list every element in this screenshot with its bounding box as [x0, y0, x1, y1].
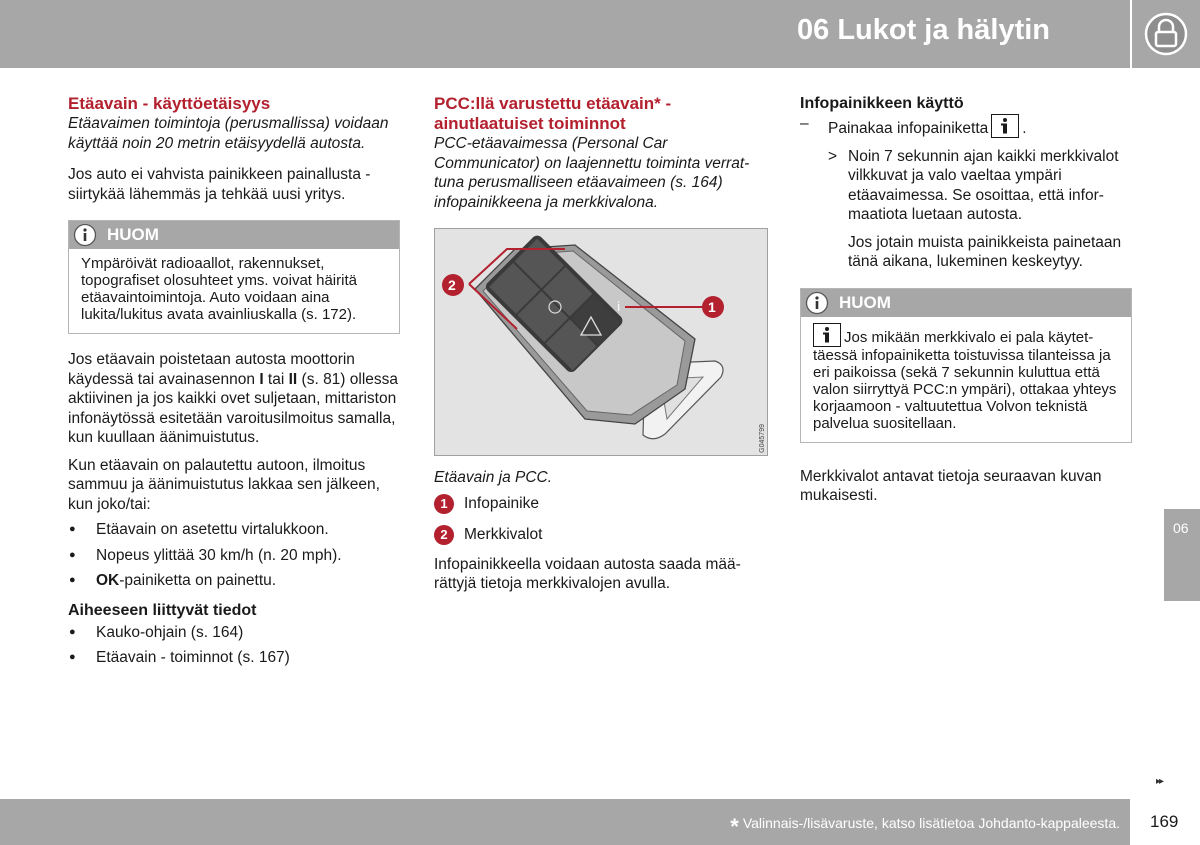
note-content [801, 317, 1131, 442]
paragraph: Merkkivalot antavat tietoja seuraavan kuvan mukaisesti. [800, 467, 1102, 504]
footer-bar [0, 799, 1130, 845]
page-number: 169 [1150, 812, 1179, 831]
svg-text:i: i [617, 300, 621, 314]
chapter-header [0, 0, 1130, 68]
footer-note: * Valinnais-/lisävaruste, katso lisätietoa Johdanto-kappaleesta. [730, 814, 1120, 839]
chapter-icon-box [1132, 0, 1200, 68]
column-1 [68, 94, 400, 668]
callout-number: 2 [434, 525, 454, 545]
lock-icon [1132, 0, 1200, 68]
note-box [800, 288, 1132, 443]
list-item: ● Etäavain on asetettu virtalukkoon. [68, 520, 400, 540]
column-3 [800, 94, 1132, 506]
condition-list [68, 520, 400, 591]
intro-text: PCC-etäavaimessa (Personal Car Communicator) on laajennettu toiminta verrattuna perusmalliseen etäavaimeen (s. 164) infopainikkeena ja merkkivalona. [434, 135, 750, 211]
note-box [68, 220, 400, 334]
next-page-arrow-icon: ▸▸ [1156, 776, 1163, 787]
svg-text:1: 1 [708, 299, 716, 315]
info-icon [805, 291, 829, 315]
chapter-title: 06 Lukot ja hälytin [797, 14, 1050, 46]
section-heading-pcc: PCC:llä varustettu etäavain* - ainutlaatuiset toiminnot [434, 94, 672, 133]
figure-caption: Etäavain ja PCC. [434, 469, 553, 486]
section-heading-range: Etäavain - käyttöetäisyys [68, 94, 271, 113]
section-heading-info-button: Infopainikkeen käyttö [800, 95, 964, 112]
figure-code: G045799 [759, 424, 766, 453]
intro-text: Etäavaimen toimintoja (perusmallissa) voidaan käyttää noin 20 metrin etäisyydellä autosta. [68, 115, 389, 152]
note-text: Ympäröivät radioaallot, rakennukset, topografiset olosuhteet yms. voivat häiritä etäavaintoimintoja. Auto voidaan aina lukita/lukitus avata avainliuskalla (s. 172). [81, 255, 357, 323]
instruction-step: – Painakaa infopainiketta . [800, 115, 1027, 137]
note-label: HUOM [839, 292, 891, 312]
note-text: Jos mikään merkkivalo ei pala käytettäessä infopainiketta toistuvissa tilanteissa ja eri paikoissa (sekä 7 sekunnin kuluttua että valon siirryttyä PCC:n ympäri), ottakaa yhteys korjaamoon - valtuutettua Volvon teknistä palvelua suositellaan. [813, 328, 1117, 432]
paragraph: Jos auto ei vahvista painikkeen painallusta - siirtykää lähemmäs ja tehkää uusi yritys. [68, 166, 371, 203]
related-link[interactable]: ● Kauko-ohjain (s. 164) [68, 623, 400, 643]
related-heading: Aiheeseen liittyvät tiedot [68, 601, 257, 619]
chapter-tab[interactable]: 06 [1164, 509, 1200, 601]
svg-text:2: 2 [448, 277, 456, 293]
note-header [69, 221, 399, 249]
list-item: ● OK-painiketta on painettu. [68, 571, 400, 591]
info-button-icon [813, 323, 841, 347]
legend-text: Merkkivalot [464, 526, 543, 543]
instruction-result: > Noin 7 sekunnin ajan kaikki merkkivalot vilkkuvat ja valo vaeltaa ympäri etäavaimessa. Se osoittaa, että informaatiota luetaan autosta. Jos jotain muista painikkeista painetaan tänä aikana, lukeminen keskeytyy. [828, 147, 1122, 270]
related-list [68, 623, 400, 668]
note-label: HUOM [107, 225, 159, 244]
legend-item-2 [434, 525, 768, 545]
info-icon [73, 223, 97, 247]
legend-item-1 [434, 494, 768, 514]
pcc-key-illustration [435, 229, 767, 455]
paragraph: Jos etäavain poistetaan autosta moottorin käydessä tai avainasennon I tai II (s. 81) ollessa aktiivinen ja jos kaikki ovet suljetaan, mittariston infonäytössä esitetään varoitusilmoitus samalla, kun kuullaan äänimuistutus. [68, 351, 399, 446]
list-item: ● Nopeus ylittää 30 km/h (n. 20 mph). [68, 546, 400, 566]
pcc-key-figure [434, 228, 768, 456]
paragraph: Infopainikkeella voidaan autosta saada määrättyjä tietoja merkkivalojen avulla. [434, 555, 741, 592]
callout-number: 1 [434, 494, 454, 514]
info-button-icon [991, 114, 1019, 138]
related-link[interactable]: ● Etäavain - toiminnot (s. 167) [68, 648, 400, 668]
legend-text: Infopainike [464, 494, 539, 512]
column-2 [434, 94, 768, 594]
paragraph: Kun etäavain on palautettu autoon, ilmoitus sammuu ja äänimuistutus lakkaa sen jälkeen, kun joko/tai: [68, 456, 380, 513]
note-header [801, 289, 1131, 317]
